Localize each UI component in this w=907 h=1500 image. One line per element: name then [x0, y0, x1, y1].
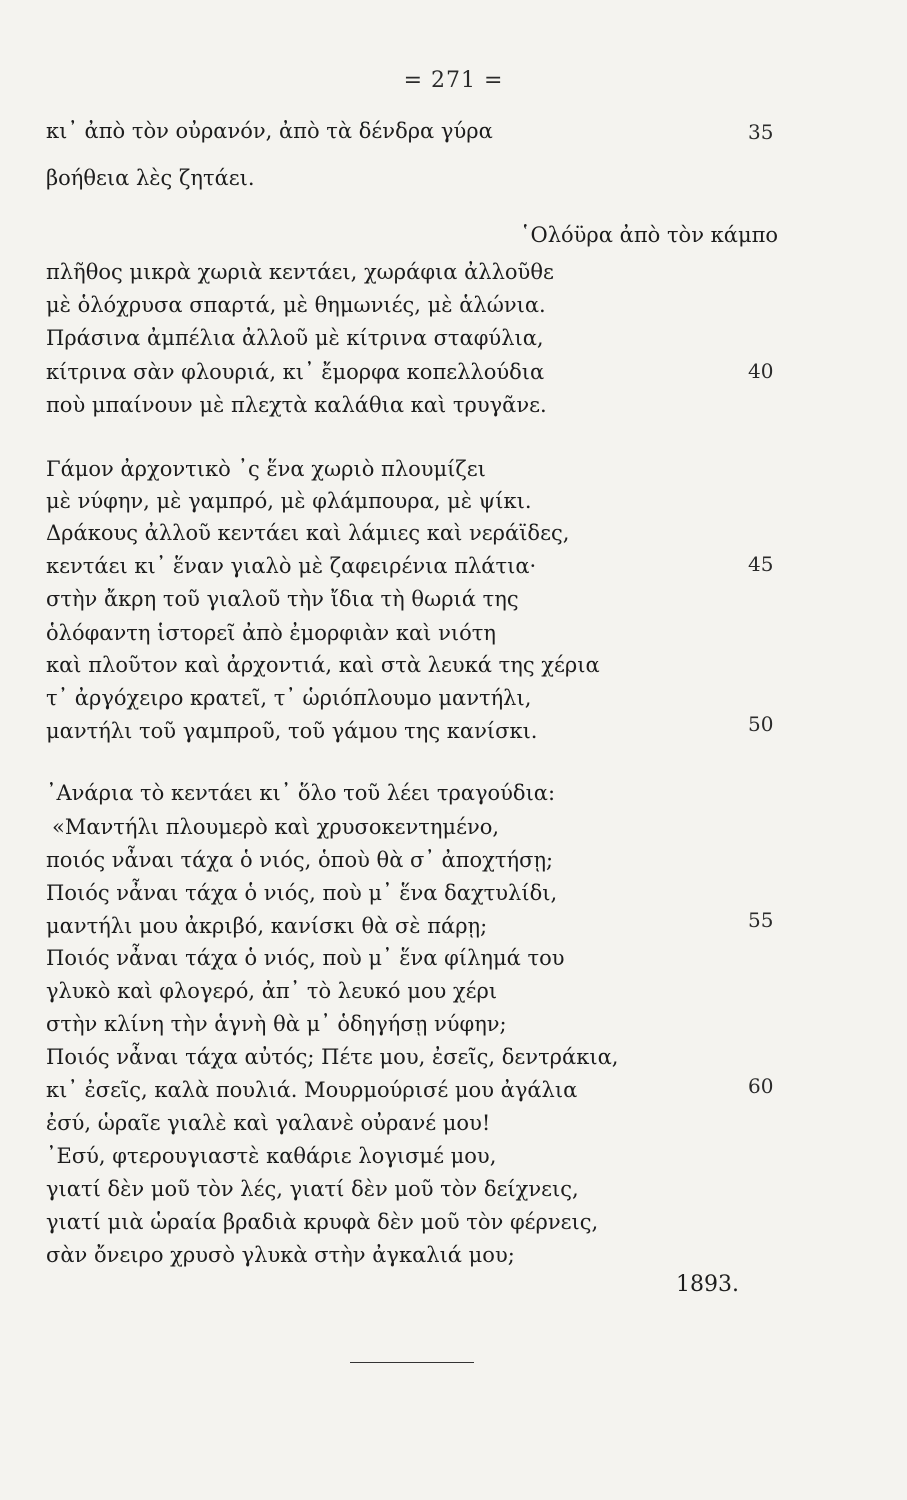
verse-line: μὲ ὁλόχρυσα σπαρτά, μὲ θημωνιές, μὲ ἁλώνια.	[46, 293, 546, 317]
verse-line: γλυκὸ καὶ φλογερό, ἀπ᾿ τὸ λευκό μου χέρι	[46, 979, 498, 1003]
verse-line: τ᾿ ἀργόχειρο κρατεῖ, τ᾿ ὡριόπλουμο μαντήλι,	[46, 686, 532, 710]
verse-line: καὶ πλοῦτον καὶ ἀρχοντιά, καὶ στὰ λευκά της χέρια	[46, 653, 600, 677]
verse-line: γιατί μιὰ ὡραία βραδιὰ κρυφὰ δὲν μοῦ τὸν φέρνεις,	[46, 1210, 599, 1234]
verse-line: ᾿Εσύ, φτερουγιαστὲ καθάριε λογισμέ μου,	[46, 1144, 497, 1168]
verse-line: κίτρινα σὰν φλουριά, κι᾿ ἔμορφα κοπελλούδια	[46, 360, 545, 384]
line-number: 45	[748, 552, 774, 576]
verse-line: ποὺ μπαίνουν μὲ πλεχτὰ καλάθια καὶ τρυγᾶνε.	[46, 393, 547, 417]
end-divider	[350, 1362, 474, 1363]
verse-line: γιατί δὲν μοῦ τὸν λές, γιατί δὲν μοῦ τὸν δείχνεις,	[46, 1177, 579, 1201]
line-number: 60	[748, 1074, 774, 1098]
verse-line: στὴν κλίνη τὴν ἁγνὴ θὰ μ᾿ ὁδηγήσῃ νύφην;	[46, 1012, 507, 1036]
verse-line: πλῆθος μικρὰ χωριὰ κεντάει, χωράφια ἀλλοῦθε	[46, 260, 554, 284]
verse-line: μαντήλι μου ἀκριβό, κανίσκι θὰ σὲ πάρῃ;	[46, 914, 488, 938]
verse-line: μὲ νύφην, μὲ γαμπρό, μὲ φλάμπουρα, μὲ ψίκι.	[46, 489, 532, 513]
verse-line: κεντάει κι᾿ ἕναν γιαλὸ μὲ ζαφειρένια πλάτια·	[46, 554, 537, 578]
verse-line: Πράσινα ἀμπέλια ἀλλοῦ μὲ κίτρινα σταφύλια,	[46, 326, 544, 350]
verse-line: ᾿Ανάρια τὸ κεντάει κι᾿ ὅλο τοῦ λέει τραγούδια:	[46, 781, 556, 805]
verse-line: ῾Ολόϋρα ἀπὸ τὸν κάμπο	[520, 223, 779, 247]
line-number: 35	[748, 120, 774, 144]
page-number: = 271 =	[403, 68, 504, 93]
verse-line: στὴν ἄκρη τοῦ γιαλοῦ τὴν ἴδια τὴ θωριά της	[46, 587, 519, 611]
verse-line: ὁλόφαντη ἱστορεῖ ἀπὸ ἐμορφιὰν καὶ νιότη	[46, 621, 496, 645]
verse-line: κι᾿ ἀπὸ τὸν οὐρανόν, ἀπὸ τὰ δένδρα γύρα	[46, 119, 493, 143]
verse-line: Ποιός νἆναι τάχα ὁ νιός, ποὺ μ᾿ ἕνα φίλημά του	[46, 946, 565, 970]
verse-line: ἐσύ, ὡραῖε γιαλὲ καὶ γαλανὲ οὐρανέ μου!	[46, 1111, 491, 1135]
line-number: 50	[748, 712, 774, 736]
verse-line: Δράκους ἀλλοῦ κεντάει καὶ λάμιες καὶ νεράϊδες,	[46, 521, 570, 545]
verse-line: «Μαντήλι πλουμερὸ καὶ χρυσοκεντημένο,	[52, 815, 500, 839]
verse-line: Ποιός νἆναι τάχα ὁ νιός, ποὺ μ᾿ ἕνα δαχτυλίδι,	[46, 881, 558, 905]
verse-line: κι᾿ ἐσεῖς, καλὰ πουλιά. Μουρμούρισέ μου ἀγάλια	[46, 1078, 578, 1102]
poem-year: 1893.	[676, 1272, 739, 1297]
verse-line: ποιός νἆναι τάχα ὁ νιός, ὁποὺ θὰ σ᾿ ἀποχτήσῃ;	[46, 848, 554, 872]
line-number: 40	[748, 359, 774, 383]
verse-line: Γάμον ἀρχοντικὸ ᾿ς ἕνα χωριὸ πλουμίζει	[46, 457, 486, 481]
line-number: 55	[748, 908, 774, 932]
verse-line: μαντήλι τοῦ γαμπροῦ, τοῦ γάμου της κανίσκι.	[46, 719, 538, 743]
verse-line: Ποιός νἆναι τάχα αὐτός; Πέτε μου, ἐσεῖς, δεντράκια,	[46, 1045, 619, 1069]
verse-line: βοήθεια λὲς ζητάει.	[46, 166, 255, 190]
verse-line: σὰν ὄνειρο χρυσὸ γλυκὰ στὴν ἀγκαλιά μου;	[46, 1243, 515, 1267]
